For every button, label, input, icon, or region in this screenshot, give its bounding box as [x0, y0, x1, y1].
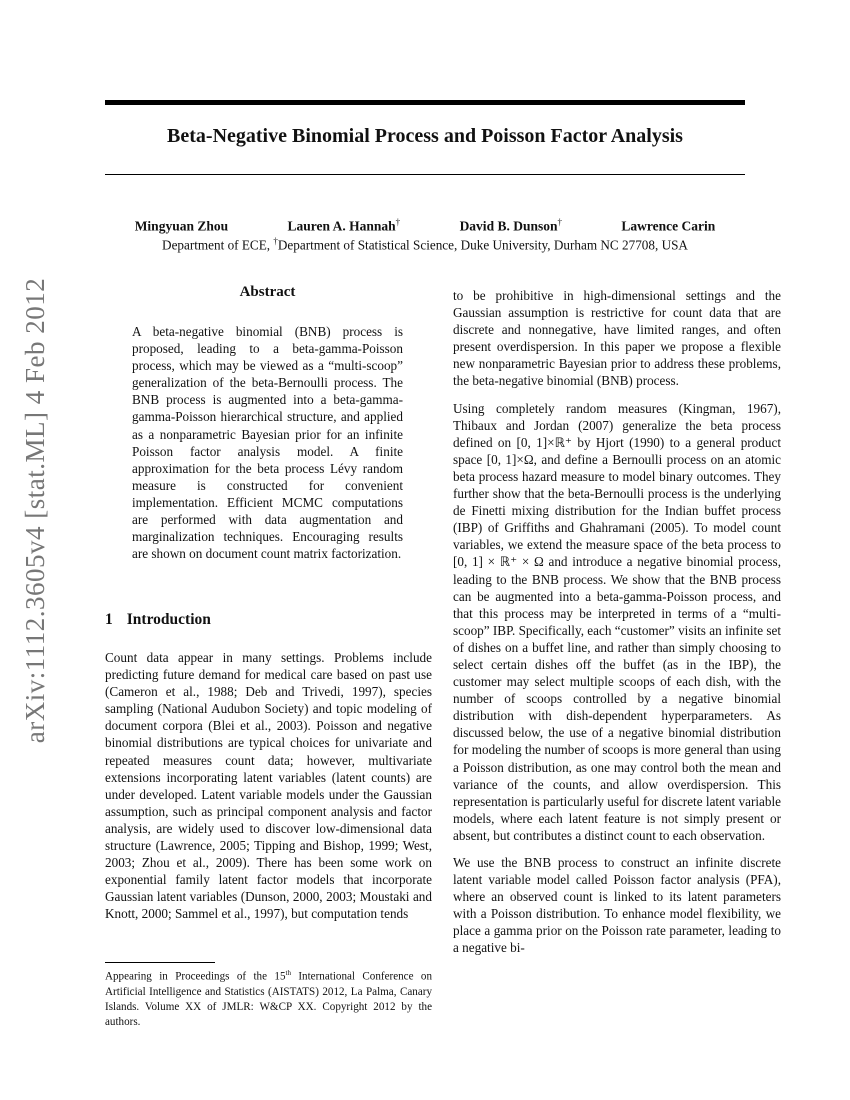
paragraph: Count data appear in many settings. Problems include predicting future demand for medical care based on past use (Cameron et al., 1988; Deb and Trivedi, 1997), species sampling (National Audubon Society) and topic modeling of document corpora (Blei et al., 2003). Poisson and negative binomial distributions are typical choices for univariate and repeated measures count data; however, multivariate extensions incorporating latent variables (latent counts) are under developed. Latent variable models under the Gaussian assumption, such as principal component analysis and factor analysis, are widely used to discover low-dimensional data structure (Lawrence, 2005; Tipping and Bishop, 1999; West, 2003; Zhou et al., 2009). There has been some work on exponential family latent factor models that incorporate Gaussian latent variables (Dunson, 2000, 2003; Moustaki and Knott, 2000; Sammel et al., 1997), but computation tends — [105, 650, 432, 922]
paragraph: to be prohibitive in high-dimensional settings and the Gaussian assumption is restrictive for count data that are discrete and nonnegative, have limited ranges, and often present overdispersion. In this paper we propose a flexible new nonparametric Bayesian prior to address these problems, the beta-negative binomial (BNB) process. — [453, 288, 781, 389]
paper-title: Beta-Negative Binomial Process and Poisson Factor Analysis — [167, 125, 683, 147]
right-column-body — [453, 287, 781, 967]
abstract-body — [132, 323, 403, 572]
author: Mingyuan Zhou — [134, 218, 229, 234]
paragraph: Using completely random measures (Kingman, 1967), Thibaux and Jordan (2007) generalize the beta process defined on [0, 1]×ℝ⁺ by Hjort (1990) to a general product space [0, 1]×Ω, and define a Bernoulli process on an atomic beta process hazard measure to model binary outcomes. They further show that the beta-Bernoulli process is the underlying de Finetti mixing distribution for the Indian buffet process (IBP) of Griffiths and Ghahramani (2005). To model count variables, we extend the measure space of the beta process to [0, 1] × ℝ⁺ × Ω and introduce a negative binomial process, leading to the BNB process. We show that the BNB process can be augmented into a beta-gamma-Poisson process, and that this process may be interpreted in terms of a “multi-scoop” IBP. Specifically, each “customer” visits an infinite set of dishes on a buffet line, and rather than simply choosing to select certain dishes off the buffet (as in the IBP), the customer may select multiple scoops of each dish, with the number of scoops controlled by a negative binomial distribution with dish-dependent hyperparameters. As discussed below, the use of a negative binomial distribution for modeling the number of scoops is more general than using a Poisson distribution, as one may control both the mean and variance of the counts, and allow overdispersion. This representation is particularly useful for discrete latent variable models, where each latent feature is not simply present or absent, but contributes a distinct count to each observation. — [453, 400, 782, 843]
title-top-rule — [105, 100, 745, 105]
author: Lauren A. Hannah† — [287, 217, 401, 234]
footnote-rule — [105, 962, 215, 963]
author: Lawrence Carin — [621, 218, 716, 234]
footnote: Appearing in Proceedings of the 15th International Conference on Artificial Intelligence and Statistics (AISTATS) 2012, La Palma, Canary Islands. Volume XX of JMLR: W&CP XX. Copyright 2012 by the authors. — [105, 969, 433, 1028]
abstract-heading: Abstract — [239, 284, 296, 300]
title-bottom-rule — [105, 174, 745, 175]
section-title: Introduction — [126, 611, 211, 628]
arxiv-id: arXiv:1112.3605v4 [stat.ML] 4 Feb 2012 — [20, 277, 51, 743]
author-list — [105, 217, 745, 235]
author: David B. Dunson† — [459, 217, 562, 234]
arxiv-sidebar-stamp — [14, 277, 58, 743]
affiliation: Department of ECE, †Department of Statistical Science, Duke University, Durham NC 27708, USA — [162, 236, 688, 253]
section-number: 1 — [105, 611, 113, 628]
abstract-paragraph: A beta-negative binomial (BNB) process is proposed, leading to a beta-gamma-Poisson process, which may be viewed as a “multi-scoop” generalization of the beta-Bernoulli process. The BNB process is augmented into a beta-gamma-gamma-Poisson hierarchical structure, and applied as a nonparametric Bayesian prior for an infinite Poisson factor analysis model. A finite approximation for the beta process Lévy random measure is constructed for convenient implementation. Efficient MCMC computations are performed with data augmentation and marginalization techniques. Encouraging results are shown on document count matrix factorization. — [132, 324, 403, 562]
section-heading-introduction — [105, 611, 211, 629]
left-column-body — [105, 649, 432, 933]
paragraph: We use the BNB process to construct an infinite discrete latent variable model called Poisson factor analysis (PFA), where an observed count is linked to its latent parameters with a Poisson distribution. To enhance model flexibility, we place a gamma prior on the Poisson rate parameter, leading to a negative bi- — [453, 855, 781, 956]
